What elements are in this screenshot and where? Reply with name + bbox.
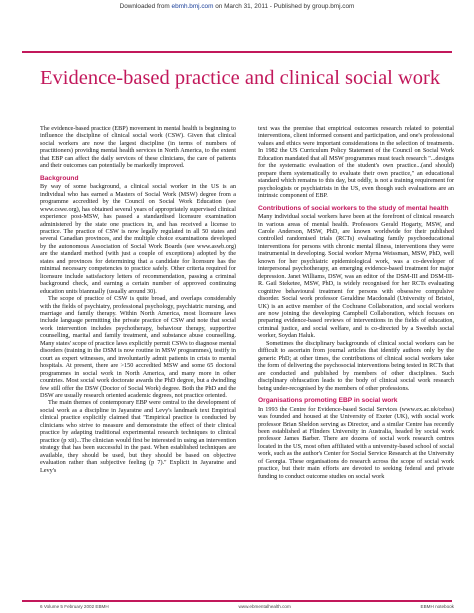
contributions-paragraph-1: Many individual social workers have been at the forefront of clinical research in various areas of mental health. Professors Gerald Hogarty, MSW, and Carole Anderson, MSW, PhD, are known worldwide for their published controlled randomised trials (RCTs) evaluating family psychoeducational interventions for persons with chronic mental illness, interventions they were instrumental in developing. Social worker Myrna Weissman, MSW, PhD, well known for her psychiatric epidemiological work, was a co-developer of interpersonal psychotherapy, an emerging evidence-based treatment for major depression. Janet Williams, DSW, was an editor of the DSM-III and DSM-III-R. Gail Steketee, MSW, PhD, is widely recognised for her RCTs evaluating cognitive behavioural treatment for persons with obsessive compulsive disorder. Social work professor Geraldine Macdonald (University of Bristol, UK) is an active member of the Cochrane Collaboration, and social workers are now joining the developing Campbell Collaboration, which focuses on preparing evidence-based reviews of interventions in the fields of education, criminal justice, and social welfare, and is co-directed by a Swedish social worker, Soydan Haluk. xyxy=(258,213,454,340)
footer-left: 6 Volume 5 February 2002 EBMH xyxy=(40,604,109,609)
article-title: Evidence-based practice and clinical social work xyxy=(40,67,441,89)
top-divider xyxy=(22,51,452,53)
banner-prefix: Downloaded from xyxy=(119,3,172,10)
organisations-heading: Organisations promoting EBP in social work xyxy=(258,397,398,404)
contributions-paragraph-2: Sometimes the disciplinary backgrounds of clinical social workers can be difficult to ascertain from journal articles that identify authors only by the generic PhD; at other times, the contributions of clinical social workers take the form of delivering the psychosocial interventions being tested in RCTs that are conducted and published by members of other disciplines. Such disciplinary obfuscation leads to the body of clinical social work research being under-recognised by the members of other professions. xyxy=(258,339,454,392)
footer-website[interactable]: www.ebmentalhealth.com xyxy=(238,604,291,609)
footer-right: EBMH notebook xyxy=(420,604,454,609)
intro-paragraph: The evidence-based practice (EBP) movement in mental health is beginning to influence the discipline of clinical social work (CSW). Given that clinical social workers are now the largest discipline (in terms of numbers of practitioners) providing mental health services in North America, to the extent that EBP can affect the daily services of these clinicians, the care of patients and their outcomes can potentially be markedly improved. xyxy=(40,125,236,170)
left-column xyxy=(40,125,236,474)
banner-suffix: on March 31, 2011 - Published by group.bmj.com xyxy=(213,3,355,10)
banner-site-link[interactable]: ebmh.bmj.com xyxy=(171,3,214,10)
download-banner xyxy=(0,3,474,10)
background-heading: Background xyxy=(40,174,79,182)
right-column xyxy=(258,125,454,480)
bottom-divider xyxy=(22,600,452,602)
background-paragraph-1: By way of some background, a clinical social worker in the US is an individual who has earned a Masters of Social Work (MSW) degree from a programme accredited by the Council on Social Work Education (see www.cswe.org), has obtained several years of appropriately supervised clinical experience post-MSW, has passed a standardised licensure examination administered by the state one practices in, and has received a license to practice. The practice of CSW is now legally regulated in all 50 states and several Canadian provinces, and the multiple choice examinations developed by the autonomous Association of Social Work Boards (see www.aswb.org) are the standard method (with just a couple of exceptions) adopted by the states and provinces for determining that a candidate for licensure has the minimal necessary competencies to practice safely. Other criteria required for licensure include satisfactory letters of recommendation, passing a criminal background check, and earning a certain number of approved continuing education units biannually (usually around 30). xyxy=(40,183,236,295)
contributions-heading: Contributions of social workers to the study of mental health xyxy=(258,204,449,212)
page-footer xyxy=(40,604,454,609)
continued-paragraph: text was the premise that empirical outcomes research related to potential interventions, client informed consent and participation, and one's professional values and ethics were important considerations in the selection of treatments. In 1982 the US Curriculum Policy Statement of the Council on Social Work Education mandated that all MSW programmes must teach research "...designs for the systematic evaluation of the student's own practice...(and should) prepare them systematically to evaluate their own practice," an educational standard which remains to this day, but oddly, is not a training requirement for psychologists or psychiatrists in the US, even though such evaluations are an intrinsic component of EBP. xyxy=(258,125,454,200)
background-paragraph-3: The main themes of contemporary EBP were central to the development of social work as a discipline in Jayaratne and Levy's landmark text Empirical clinical practice explicitly claimed that "Empirical practice is conducted by clinicians who strive to measure and demonstrate the effect of their clinical practice by adapting traditional experimental research techniques to clinical practice (p xii)...The clinician would first be interested in using an intervention strategy that has been successful in the past. When established techniques are available, they should be used, but they should be based on objective evaluation rather than subjective feeling (p 7)." Explicit in Jayaratne and Levy's xyxy=(40,399,236,474)
organisations-paragraph-1: In 1993 the Centre for Evidence-based Social Services (www.ex.ac.uk/cebss) was founded and housed at the University of Exeter (UK), with social work professor Brian Sheldon serving as Director, and a similar Centre has recently been established at Flinders University in Australia, headed by social work professor James Barber. There are dozens of social work research centres located in the US, most often affiliated with a university-based school of social work, such as the author's Center for Social Service Research at the University of Georgia. These organisations do research across the scope of social work practice, but their main efforts are devoted to seeking federal and private funding to conduct outcome studies on social work xyxy=(258,405,454,480)
background-paragraph-2: The scope of practice of CSW is quite broad, and overlaps considerably with the fields of psychiatry, professional psychology, psychiatric nursing, and marriage and family therapy. Within North America, most licensure laws include language permitting the private practice of CSW and note that social work intervention includes psychotherapy, behaviour therapy, supportive counselling, marital and family treatment, and substance abuse counselling. Many states' scope of practice laws explicitly permit CSWs to diagnose mental disorders (training in the DSM is now routine in MSW programmes), testify in court as expert witnesses, and involuntarily admit patients in crisis to mental hospitals. At present, there are >150 accredited MSW and some 65 doctoral programmes in social work in North America, and many more in other countries. Most social work doctorate awards the PhD degree, but a dwindling few still offer the DSW (Doctor of Social Work) degree. Both the PhD and the DSW are usually research oriented academic degrees, not practice oriented. xyxy=(40,295,236,399)
